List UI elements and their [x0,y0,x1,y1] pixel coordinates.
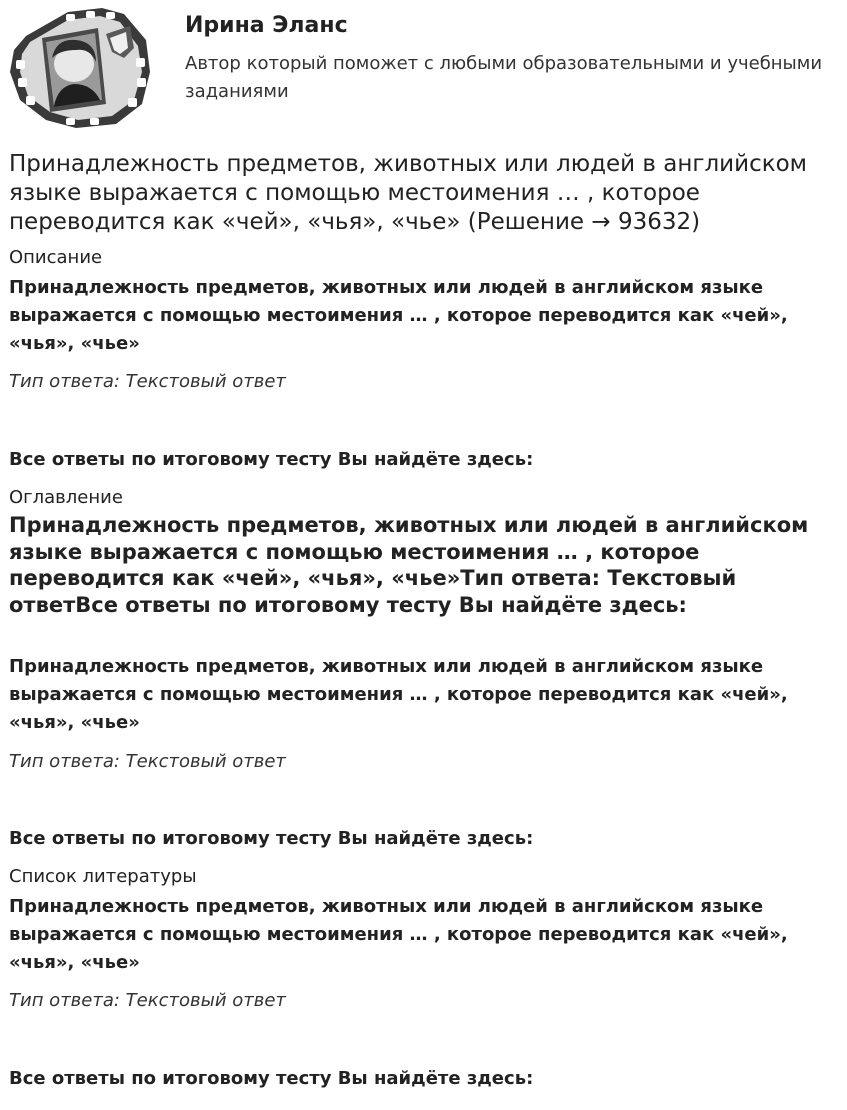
author-avatar[interactable] [6,8,152,128]
toc-answer-type: Тип ответа: Текстовый ответ [9,751,286,772]
description-answer-type: Тип ответа: Текстовый ответ [9,371,286,392]
toc-label: Оглавление [9,487,123,508]
toc-all-answers-link[interactable]: Все ответы по итоговому тесту Вы найдёте здесь: [9,828,534,849]
author-name[interactable]: Ирина Эланс [185,13,348,38]
literature-answer-type: Тип ответа: Текстовый ответ [9,990,286,1011]
film-strip-avatar-icon [10,8,150,128]
literature-all-answers-link[interactable]: Все ответы по итоговому тесту Вы найдёте здесь: [9,1068,534,1089]
author-description: Автор который поможет с любыми образовательными и учебными заданиями [185,53,823,102]
description-all-answers-link[interactable]: Все ответы по итоговому тесту Вы найдёте здесь: [9,449,534,470]
description-question: Принадлежность предметов, животных или людей в английском языке выражается с помощью местоимения … , которое переводится как «чей», «чья», «чье» [9,277,788,354]
page-title: Принадлежность предметов, животных или людей в английском языке выражается с помощью местоимения … , которое переводится как «чей», «чья», «чье» (Решение → 93632) [9,151,808,235]
author-block [0,0,847,130]
literature-question: Принадлежность предметов, животных или людей в английском языке выражается с помощью местоимения … , которое переводится как «чей», «чья», «чье» [9,896,788,973]
literature-label: Список литературы [9,866,197,887]
toc-heading: Принадлежность предметов, животных или людей в английском языке выражается с помощью местоимения … , которое переводится как «чей», «чья», «чье»Тип ответа: Текстовый ответВсе ответы по итоговому тесту Вы найдёте здесь: [9,513,809,617]
toc-question: Принадлежность предметов, животных или людей в английском языке выражается с помощью местоимения … , которое переводится как «чей», «чья», «чье» [9,656,788,733]
description-label: Описание [9,247,103,268]
